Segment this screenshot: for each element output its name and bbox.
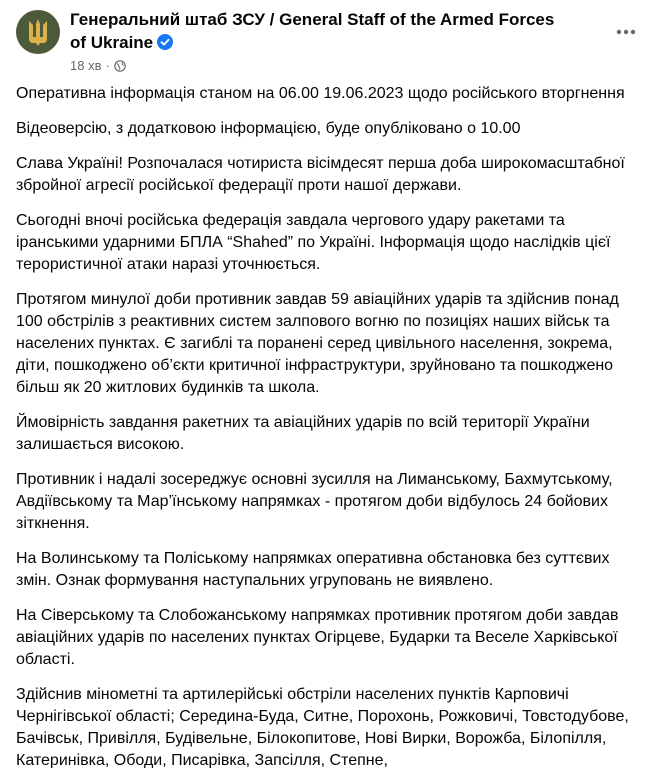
post-timestamp[interactable]: 18 хв [70,58,102,73]
post-meta [70,58,126,73]
post-body [16,83,646,768]
more-options-button[interactable] [608,14,644,50]
post-paragraph: На Сіверському та Слобожанському напрямках противник протягом доби завдав авіаційних ударів по населених пунктах Огірцеве, Бударки та Веселе Харківської області. [16,607,619,668]
verified-badge-icon [157,34,173,50]
globe-icon [114,60,126,72]
post-paragraph: Противник і надалі зосереджує основні зусилля на Лиманському, Бахмутському, Авдіївському та Мар’їнському напрямках - протягом доби відбулось 24 бойових зіткнення. [16,471,613,532]
meta-separator: · [105,58,110,73]
post-paragraph: Оперативна інформація станом на 06.00 19.06.2023 щодо російського вторгнення [16,85,625,102]
post-paragraph: Протягом минулої доби противник завдав 59 авіаційних ударів та здійснив понад 100 обстрілів з реактивних систем залпового вогню по позиціях наших військ та населених пунктах. Є загиблі та поранені серед цивільного населення, зокрема, діти, пошкоджено об’єкти критичної інфраструктури, зруйновано та пошкоджено більш як 20 житлових будинків та школа. [16,291,619,396]
post-paragraph: Відеоверсію, з додатковою інформацією, буде опубліковано о 10.00 [16,120,521,137]
post-header [16,6,644,78]
post-paragraph: Сьогодні вночі російська федерація завдала чергового удару ракетами та іранськими ударними БПЛА “Shahed” по Україні. Інформація щодо наслідків цієї терористичної атаки наразі уточнюється. [16,212,611,273]
more-options-icon [616,29,636,35]
trident-emblem-icon [25,17,51,47]
post-paragraph: Здійснив мінометні та артилерійські обстріли населених пунктів Карповичі Чернігівської області; Середина-Буда, Ситне, Порохонь, Рожковичі, Товстодубове, Бачівськ, Привілля, Будівельне, Білокопитове, Нові Вирки, Ворожба, Білопілля, Катеринівка, Ободи, Писарівка, Запсілля, Степне, [16,686,629,768]
post-paragraph: На Волинському та Поліському напрямках оперативна обстановка без суттєвих змін. Ознак формування наступальних угруповань не виявлено. [16,550,610,589]
page-avatar[interactable] [16,10,60,54]
post-paragraph: Ймовірність завдання ракетних та авіаційних ударів по всій території України залишається високою. [16,414,590,453]
post-paragraph: Слава Україні! Розпочалася чотириста вісімдесят перша доба широкомасштабної збройної агресії російської федерації проти нашої держави. [16,155,625,194]
page-name-container [70,8,570,54]
page-name-link[interactable]: Генеральний штаб ЗСУ / General Staff of the Armed Forces of Ukraine [70,10,555,52]
